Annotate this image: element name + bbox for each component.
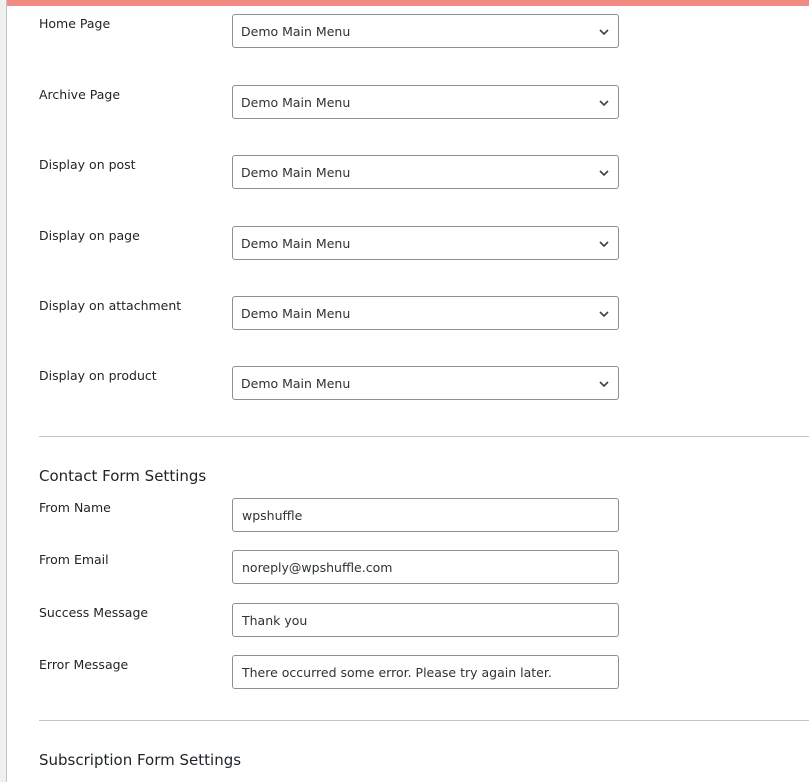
menu-label: Display on page [39, 228, 140, 243]
input-value: noreply@wpshuffle.com [242, 560, 393, 575]
chevron-down-icon [598, 238, 610, 250]
menu-select-home[interactable] [232, 14, 619, 48]
top-accent-bar [7, 0, 809, 6]
input-value: There occurred some error. Please try again later. [242, 665, 552, 680]
chevron-down-icon [598, 26, 610, 38]
input-value: Thank you [242, 613, 308, 628]
select-value: Demo Main Menu [241, 306, 351, 321]
menu-select-post[interactable] [232, 155, 619, 189]
select-value: Demo Main Menu [241, 24, 351, 39]
select-value: Demo Main Menu [241, 165, 351, 180]
contact-form-title: Contact Form Settings [39, 467, 207, 485]
menu-select-product[interactable] [232, 366, 619, 400]
success-message-input[interactable] [232, 603, 619, 637]
menu-select-archive[interactable] [232, 85, 619, 119]
menu-label: Display on product [39, 368, 157, 383]
from-email-label: From Email [39, 552, 109, 567]
chevron-down-icon [598, 378, 610, 390]
select-value: Demo Main Menu [241, 376, 351, 391]
chevron-down-icon [598, 167, 610, 179]
chevron-down-icon [598, 308, 610, 320]
select-value: Demo Main Menu [241, 236, 351, 251]
menu-label: Display on post [39, 157, 136, 172]
section-divider [39, 720, 809, 721]
from-name-label: From Name [39, 500, 111, 515]
menu-select-page[interactable] [232, 226, 619, 260]
chevron-down-icon [598, 97, 610, 109]
error-message-label: Error Message [39, 657, 129, 672]
section-divider [39, 436, 809, 437]
error-message-input[interactable] [232, 655, 619, 689]
menu-select-attachment[interactable] [232, 296, 619, 330]
menu-label: Display on attachment [39, 298, 182, 313]
from-email-input[interactable] [232, 550, 619, 584]
menu-label: Home Page [39, 16, 111, 31]
subscription-form-title: Subscription Form Settings [39, 751, 242, 769]
success-message-label: Success Message [39, 605, 149, 620]
admin-sidebar-edge [0, 0, 7, 782]
from-name-input[interactable] [232, 498, 619, 532]
input-value: wpshuffle [242, 508, 303, 523]
select-value: Demo Main Menu [241, 95, 351, 110]
menu-label: Archive Page [39, 87, 121, 102]
